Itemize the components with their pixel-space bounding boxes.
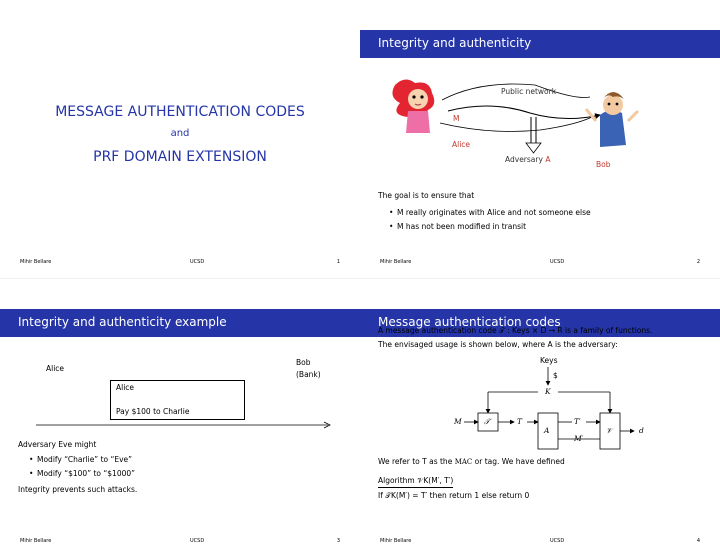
- d-symbol: d: [639, 426, 644, 435]
- algorithm-body: If 𝒯K(M′) = T′ then return 1 else return 0: [378, 491, 530, 500]
- bob-figure: [586, 92, 638, 147]
- m-symbol: M: [454, 417, 462, 426]
- eve-bullet-1: • Modify “Charlie” to “Eve”: [37, 455, 132, 464]
- conclusion: Integrity prevents such attacks.: [18, 485, 138, 494]
- mac-intro-line2: The envisaged usage is shown below, where A is the adversary:: [378, 340, 618, 349]
- transmission-arrow: [36, 419, 336, 431]
- adv-label: [544, 426, 549, 436]
- refer-text: [378, 457, 565, 467]
- tfun-label: [484, 417, 490, 427]
- bob-label: Bob: [596, 160, 611, 169]
- mprime-label: [574, 434, 583, 444]
- eve-intro: Adversary Eve might: [18, 440, 97, 449]
- goal-bullet-2: • M has not been modified in transit: [397, 222, 526, 231]
- tag-symbol: T: [517, 417, 523, 426]
- footer-org: UCSD: [550, 538, 565, 544]
- alice-label: Alice: [452, 140, 471, 149]
- d-label: [639, 426, 644, 436]
- slide-header: [0, 309, 360, 337]
- footer-author: Mihir Bellare: [20, 538, 52, 544]
- alice-party: Alice: [46, 364, 65, 373]
- slide-3: [0, 279, 360, 557]
- footer-org: UCSD: [190, 259, 205, 265]
- tfun-symbol: 𝒯: [484, 417, 490, 426]
- m-label: [454, 417, 462, 427]
- k-label: [545, 387, 551, 397]
- slide-header: [360, 30, 720, 58]
- dollar-label: $: [553, 371, 558, 380]
- tag-label: [517, 417, 522, 427]
- title-line-2: and: [170, 128, 190, 139]
- adversary-word: Adversary: [505, 155, 543, 164]
- refer-mac: MAC: [454, 458, 473, 466]
- mac-diagram: [360, 279, 720, 557]
- message-label: M: [453, 114, 460, 123]
- footer-author: Mihir Bellare: [380, 538, 412, 544]
- goal-intro: The goal is to ensure that: [378, 191, 475, 200]
- message-body: Pay $100 to Charlie: [116, 407, 190, 416]
- goal-bullet-1: • M really originates with Alice and not someone else: [397, 208, 591, 217]
- title-line-3: PRF DOMAIN EXTENSION: [93, 149, 267, 165]
- k-symbol: K: [545, 387, 551, 396]
- title-line-1: MESSAGE AUTHENTICATION CODES: [55, 104, 305, 120]
- mprime-symbol: M′: [574, 434, 584, 443]
- header-title: Message authentication codes: [378, 315, 561, 329]
- mac-intro-line1: A message authentication code 𝒯 : Keys × D → R is a family of functions.: [378, 326, 653, 335]
- vfun-symbol: 𝒱: [606, 426, 613, 435]
- eve-bullet-2: • Modify “$100” to “$1000”: [37, 469, 135, 478]
- page-number: 3: [336, 538, 340, 544]
- tprime-symbol: T′: [574, 417, 581, 426]
- footer-author: Mihir Bellare: [20, 259, 52, 265]
- slide-1: [0, 0, 360, 278]
- adversary-label: [505, 155, 550, 164]
- footer-org: UCSD: [190, 538, 205, 544]
- bob-party-line2: (Bank): [296, 370, 321, 379]
- network-label: Public network: [501, 87, 557, 96]
- adv-symbol: A: [544, 426, 550, 435]
- slide-2: [360, 0, 720, 278]
- page-number: 4: [696, 538, 700, 544]
- vfun-label: [606, 426, 612, 436]
- adversary-symbol: A: [545, 155, 551, 164]
- keys-label: Keys: [540, 356, 558, 365]
- algorithm-title: Algorithm 𝒱K(M′, T′): [378, 476, 453, 488]
- header-title: Integrity and authenticity example: [18, 315, 227, 329]
- refer-pre: We refer to T as the: [378, 457, 455, 466]
- message-from: Alice: [116, 383, 135, 392]
- tprime-label: [574, 417, 581, 427]
- header-title: Integrity and authenticity: [378, 36, 532, 50]
- refer-post: or tag. We have defined: [472, 457, 565, 466]
- slide-4: [360, 279, 720, 557]
- page-number: 2: [696, 259, 700, 265]
- footer-org: UCSD: [550, 259, 565, 265]
- message-box: [110, 380, 245, 420]
- footer-author: Mihir Bellare: [380, 259, 412, 265]
- page-number: 1: [336, 259, 340, 265]
- alice-figure: [392, 79, 434, 133]
- bob-party-line1: Bob: [296, 358, 311, 367]
